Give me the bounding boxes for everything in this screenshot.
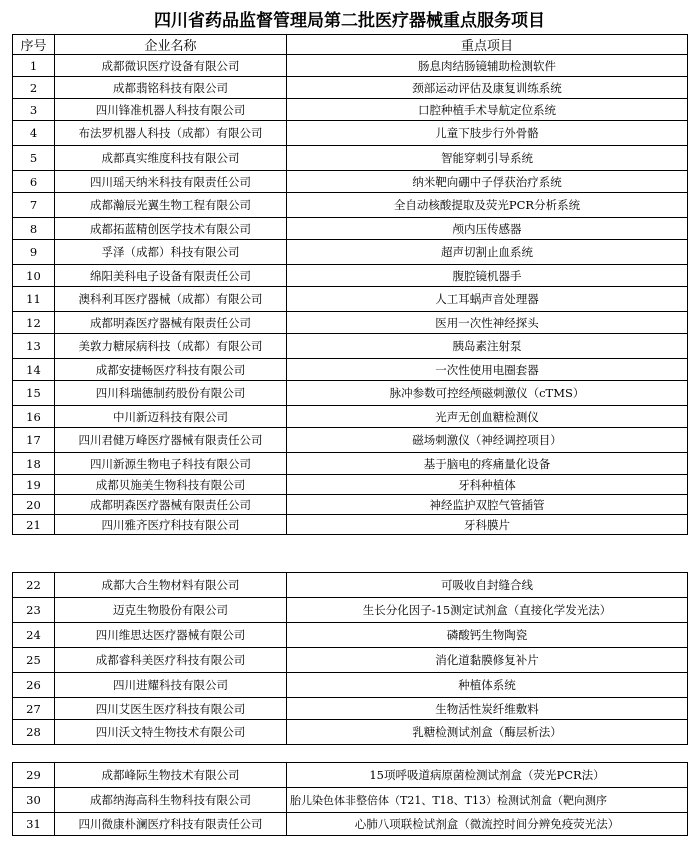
table-row — [13, 406, 688, 428]
company-name: 四川进耀科技有限公司 — [55, 673, 287, 698]
table-row — [13, 99, 688, 121]
row-number: 13 — [13, 334, 55, 359]
company-name: 孚泽（成都）科技有限公司 — [55, 240, 287, 265]
row-number: 27 — [13, 698, 55, 720]
project-name: 心肺八项联检试剂盒（微流控时间分辨免疫荧光法） — [287, 813, 688, 836]
project-name: 磁场刺激仪（神经调控项目） — [287, 428, 688, 453]
row-number: 17 — [13, 428, 55, 453]
table-row — [13, 287, 688, 312]
project-name: 胎儿染色体非整倍体（T21、T18、T13）检测试剂盒（靶向测序 — [287, 788, 688, 813]
row-number: 29 — [13, 763, 55, 788]
row-number: 14 — [13, 359, 55, 381]
project-name: 人工耳蜗声音处理器 — [287, 287, 688, 312]
table-row — [13, 623, 688, 648]
table-row — [13, 453, 688, 475]
company-name: 澳科利耳医疗器械（成都）有限公司 — [55, 287, 287, 312]
page-title: 四川省药品监督管理局第二批医疗器械重点服务项目 — [154, 11, 545, 31]
project-name: 颈部运动评估及康复训练系统 — [287, 77, 688, 99]
row-number: 28 — [13, 720, 55, 745]
table-row — [13, 55, 688, 77]
row-number: 1 — [13, 55, 55, 77]
project-name: 超声切割止血系统 — [287, 240, 688, 265]
company-name: 成都微识医疗设备有限公司 — [55, 55, 287, 77]
table-row — [13, 265, 688, 287]
company-name: 成都贝施美生物科技有限公司 — [55, 475, 287, 495]
row-number: 2 — [13, 77, 55, 99]
project-name: 纳米靶向硼中子俘获治疗系统 — [287, 171, 688, 193]
row-number: 10 — [13, 265, 55, 287]
header-company: 企业名称 — [55, 35, 287, 55]
project-name: 乳糖检测试剂盒（酶层析法） — [287, 720, 688, 745]
table-row — [13, 312, 688, 334]
company-name: 四川沃文特生物技术有限公司 — [55, 720, 287, 745]
project-name: 种植体系统 — [287, 673, 688, 698]
row-number: 4 — [13, 121, 55, 146]
company-name: 美敦力糖尿病科技（成都）有限公司 — [55, 334, 287, 359]
company-name: 成都瀚辰光翼生物工程有限公司 — [55, 193, 287, 218]
table-row — [13, 475, 688, 495]
table-row — [13, 720, 688, 745]
row-number: 9 — [13, 240, 55, 265]
row-number: 21 — [13, 515, 55, 535]
row-number: 25 — [13, 648, 55, 673]
project-name: 基于脑电的疼痛量化设备 — [287, 453, 688, 475]
table-row — [13, 121, 688, 146]
row-number: 11 — [13, 287, 55, 312]
row-number: 26 — [13, 673, 55, 698]
table-row — [13, 648, 688, 673]
project-name: 牙科膜片 — [287, 515, 688, 535]
project-name: 腹腔镜机器手 — [287, 265, 688, 287]
row-number: 24 — [13, 623, 55, 648]
company-name: 四川瑶天纳米科技有限责任公司 — [55, 171, 287, 193]
row-number: 5 — [13, 146, 55, 171]
table-row — [13, 673, 688, 698]
project-name: 智能穿刺引导系统 — [287, 146, 688, 171]
row-number: 20 — [13, 495, 55, 515]
company-name: 成都大合生物材料有限公司 — [55, 573, 287, 598]
row-number: 19 — [13, 475, 55, 495]
table-row — [13, 515, 688, 535]
row-number: 6 — [13, 171, 55, 193]
project-table-part-2 — [12, 572, 688, 745]
company-name: 成都明森医疗器械有限责任公司 — [55, 312, 287, 334]
company-name: 成都安捷畅医疗科技有限公司 — [55, 359, 287, 381]
table-row — [13, 218, 688, 240]
project-table-part-1 — [12, 34, 688, 535]
table-row — [13, 598, 688, 623]
row-number: 23 — [13, 598, 55, 623]
row-number: 12 — [13, 312, 55, 334]
project-name: 牙科种植体 — [287, 475, 688, 495]
company-name: 成都真实维度科技有限公司 — [55, 146, 287, 171]
project-name: 生物活性炭纤维敷料 — [287, 698, 688, 720]
row-number: 15 — [13, 381, 55, 406]
table-row — [13, 813, 688, 836]
company-name: 成都拓蓝精创医学技术有限公司 — [55, 218, 287, 240]
table-row — [13, 573, 688, 598]
company-name: 四川微康朴澜医疗科技有限责任公司 — [55, 813, 287, 836]
project-name: 15项呼吸道病原菌检测试剂盒（荧光PCR法） — [287, 763, 688, 788]
company-name: 四川君健万峰医疗器械有限责任公司 — [55, 428, 287, 453]
project-name: 光声无创血糖检测仪 — [287, 406, 688, 428]
project-name: 神经监护双腔气管插管 — [287, 495, 688, 515]
table-row — [13, 428, 688, 453]
table-row — [13, 146, 688, 171]
row-number: 8 — [13, 218, 55, 240]
row-number: 31 — [13, 813, 55, 836]
table-header-row — [13, 35, 688, 55]
company-name: 中川新迈科技有限公司 — [55, 406, 287, 428]
project-table-part-3 — [12, 762, 688, 836]
company-name: 四川锋准机器人科技有限公司 — [55, 99, 287, 121]
company-name: 绵阳美科电子设备有限责任公司 — [55, 265, 287, 287]
table-row — [13, 193, 688, 218]
project-name: 可吸收自封缝合线 — [287, 573, 688, 598]
company-name: 四川新源生物电子科技有限公司 — [55, 453, 287, 475]
row-number: 30 — [13, 788, 55, 813]
table-row — [13, 788, 688, 813]
company-name: 四川科瑞德制药股份有限公司 — [55, 381, 287, 406]
row-number: 18 — [13, 453, 55, 475]
table-row — [13, 171, 688, 193]
project-name: 颅内压传感器 — [287, 218, 688, 240]
company-name: 四川雅齐医疗科技有限公司 — [55, 515, 287, 535]
company-name: 成都明森医疗器械有限责任公司 — [55, 495, 287, 515]
header-project: 重点项目 — [287, 35, 688, 55]
company-name: 布法罗机器人科技（成都）有限公司 — [55, 121, 287, 146]
project-name: 磷酸钙生物陶瓷 — [287, 623, 688, 648]
company-name: 四川维思达医疗器械有限公司 — [55, 623, 287, 648]
table-row — [13, 698, 688, 720]
project-name: 消化道黏膜修复补片 — [287, 648, 688, 673]
table-row — [13, 495, 688, 515]
project-name: 生长分化因子-15测定试剂盒（直接化学发光法） — [287, 598, 688, 623]
project-name: 儿童下肢步行外骨骼 — [287, 121, 688, 146]
row-number: 22 — [13, 573, 55, 598]
table-row — [13, 334, 688, 359]
project-name: 口腔种植手术导航定位系统 — [287, 99, 688, 121]
table-row — [13, 359, 688, 381]
company-name: 成都峰际生物技术有限公司 — [55, 763, 287, 788]
row-number: 16 — [13, 406, 55, 428]
company-name: 迈克生物股份有限公司 — [55, 598, 287, 623]
project-name: 脉冲参数可控经颅磁刺激仪（cTMS） — [287, 381, 688, 406]
table-row — [13, 381, 688, 406]
project-name: 一次性使用电圈套器 — [287, 359, 688, 381]
company-name: 成都睿科美医疗科技有限公司 — [55, 648, 287, 673]
company-name: 成都纳海高科生物科技有限公司 — [55, 788, 287, 813]
table-row — [13, 763, 688, 788]
project-name: 全自动核酸提取及荧光PCR分析系统 — [287, 193, 688, 218]
project-name: 胰岛素注射泵 — [287, 334, 688, 359]
row-number: 7 — [13, 193, 55, 218]
header-num: 序号 — [13, 35, 55, 55]
project-name: 医用一次性神经探头 — [287, 312, 688, 334]
table-row — [13, 240, 688, 265]
table-row — [13, 77, 688, 99]
company-name: 成都翡铭科技有限公司 — [55, 77, 287, 99]
company-name: 四川艾医生医疗科技有限公司 — [55, 698, 287, 720]
row-number: 3 — [13, 99, 55, 121]
project-name: 肠息肉结肠镜辅助检测软件 — [287, 55, 688, 77]
